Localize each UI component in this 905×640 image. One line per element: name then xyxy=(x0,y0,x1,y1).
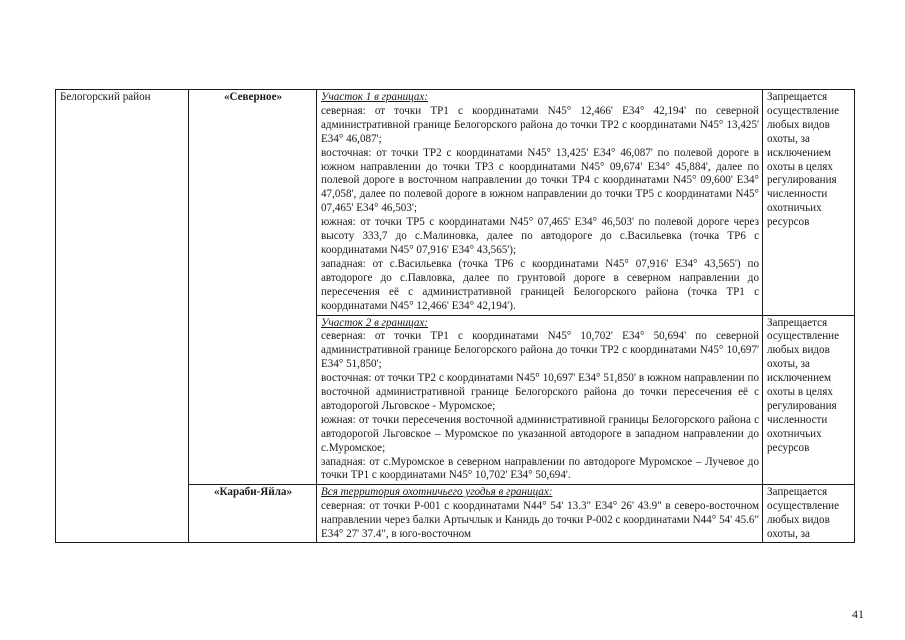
boundary-west: западная: от с.Муромское в северном направлении по автодороге Муромское – Лучевое до точки ТР1 с координатами N45° 10,702' E34° 50,694'. xyxy=(321,455,759,482)
boundary-description-cell xyxy=(317,485,763,543)
restriction-cell xyxy=(763,90,855,316)
boundary-north: северная: от точки ТР1 с координатами N45° 12,466' E34° 42,194' по северной административной границе Белогорского района до точки ТР2 с координатами N45° 13,425' E34° 46,087'; xyxy=(321,104,759,145)
district-name: Белогорский район xyxy=(60,91,151,103)
hunting-grounds-table xyxy=(55,89,855,543)
section-title: Участок 1 в границах: xyxy=(321,91,428,103)
boundary-north: северная: от точки ТР1 с координатами N45° 10,702' E34° 50,694' по северной административной границе Белогорского района до точки ТР2 с координатами N45° 10,697' E34° 51,850'; xyxy=(321,330,759,371)
restriction-cell xyxy=(763,315,855,485)
restriction-text: Запрещается осуществление любых видов охоты, за исключением охоты в целях регулирования численности охотничьих ресурсов xyxy=(767,316,840,454)
boundary-north: северная: от точки Р-001 с координатами N44° 54' 13.3" E34° 26' 43.9" в северо-восточном направлении через балки Артычлык и Канидь до точки Р-002 с координатами N44° 54' 45.6" E34° 27' 37.4", в юго-восточном xyxy=(321,500,759,541)
restriction-cell xyxy=(763,485,855,543)
boundary-description-cell xyxy=(317,315,763,485)
boundary-east: восточная: от точки ТР2 с координатами N45° 13,425' E34° 46,087' по полевой дороге в южном направлении до точки ТР3 с координатами N45° 09,674' E34° 45,884', далее по полевой дороге в восточном направлении до точки ТР4 с координатами N45° 09,600' E34° 47,058', далее по полевой дороге в южном направлении до точки ТР5 с координатами N45° 07,465' E34° 46,503'; xyxy=(321,146,759,215)
section-title: Вся территория охотничьего угодья в границах: xyxy=(321,486,553,499)
boundary-south: южная: от точки ТР5 с координатами N45° 07,465' E34° 46,503' по полевой дороге через высоту 333,7 до с.Малиновка, далее по автодороге до с.Васильевка (точка ТР6 с координатами N45° 07,916' E34° 43,565'); xyxy=(321,216,759,256)
hunting-ground-cell xyxy=(189,90,317,485)
page-number: 41 xyxy=(852,607,864,621)
boundary-east: восточная: от точки ТР2 с координатами N45° 10,697' E34° 51,850' в южном направлении по восточной административной границе Белогорского района до точки пересечения её с автодорогой Льговское - Муромское; xyxy=(321,372,759,412)
restriction-text: Запрещается осуществление любых видов охоты, за исключением охоты в целях регулирования численности охотничьих ресурсов xyxy=(767,91,840,229)
boundary-description-cell xyxy=(317,90,763,316)
section-title: Участок 2 в границах: xyxy=(321,316,428,329)
hunting-ground-cell xyxy=(189,485,317,543)
boundary-south: южная: от точки пересечения восточной административной границы Белогорского района с автодорогой Льговское – Муромское по указанной автодороге в западном направлении до с.Муромское; xyxy=(321,413,759,454)
boundary-west: западная: от с.Васильевка (точка ТР6 с координатами N45° 07,916' E34° 43,565') по автодороге до с.Павловка, далее по грунтовой дороге в северном направлении до пересечения её с административной границей Белогорского района (точка ТР1 с координатами N45° 12,466' E34° 42,194'). xyxy=(321,257,759,312)
hunting-ground-name: «Северное» xyxy=(223,91,283,103)
district-cell xyxy=(56,90,189,543)
restriction-text: Запрещается осуществление любых видов охоты, за xyxy=(767,486,840,541)
hunting-ground-name: «Караби-Яйла» xyxy=(213,486,293,499)
table-row xyxy=(56,90,855,316)
